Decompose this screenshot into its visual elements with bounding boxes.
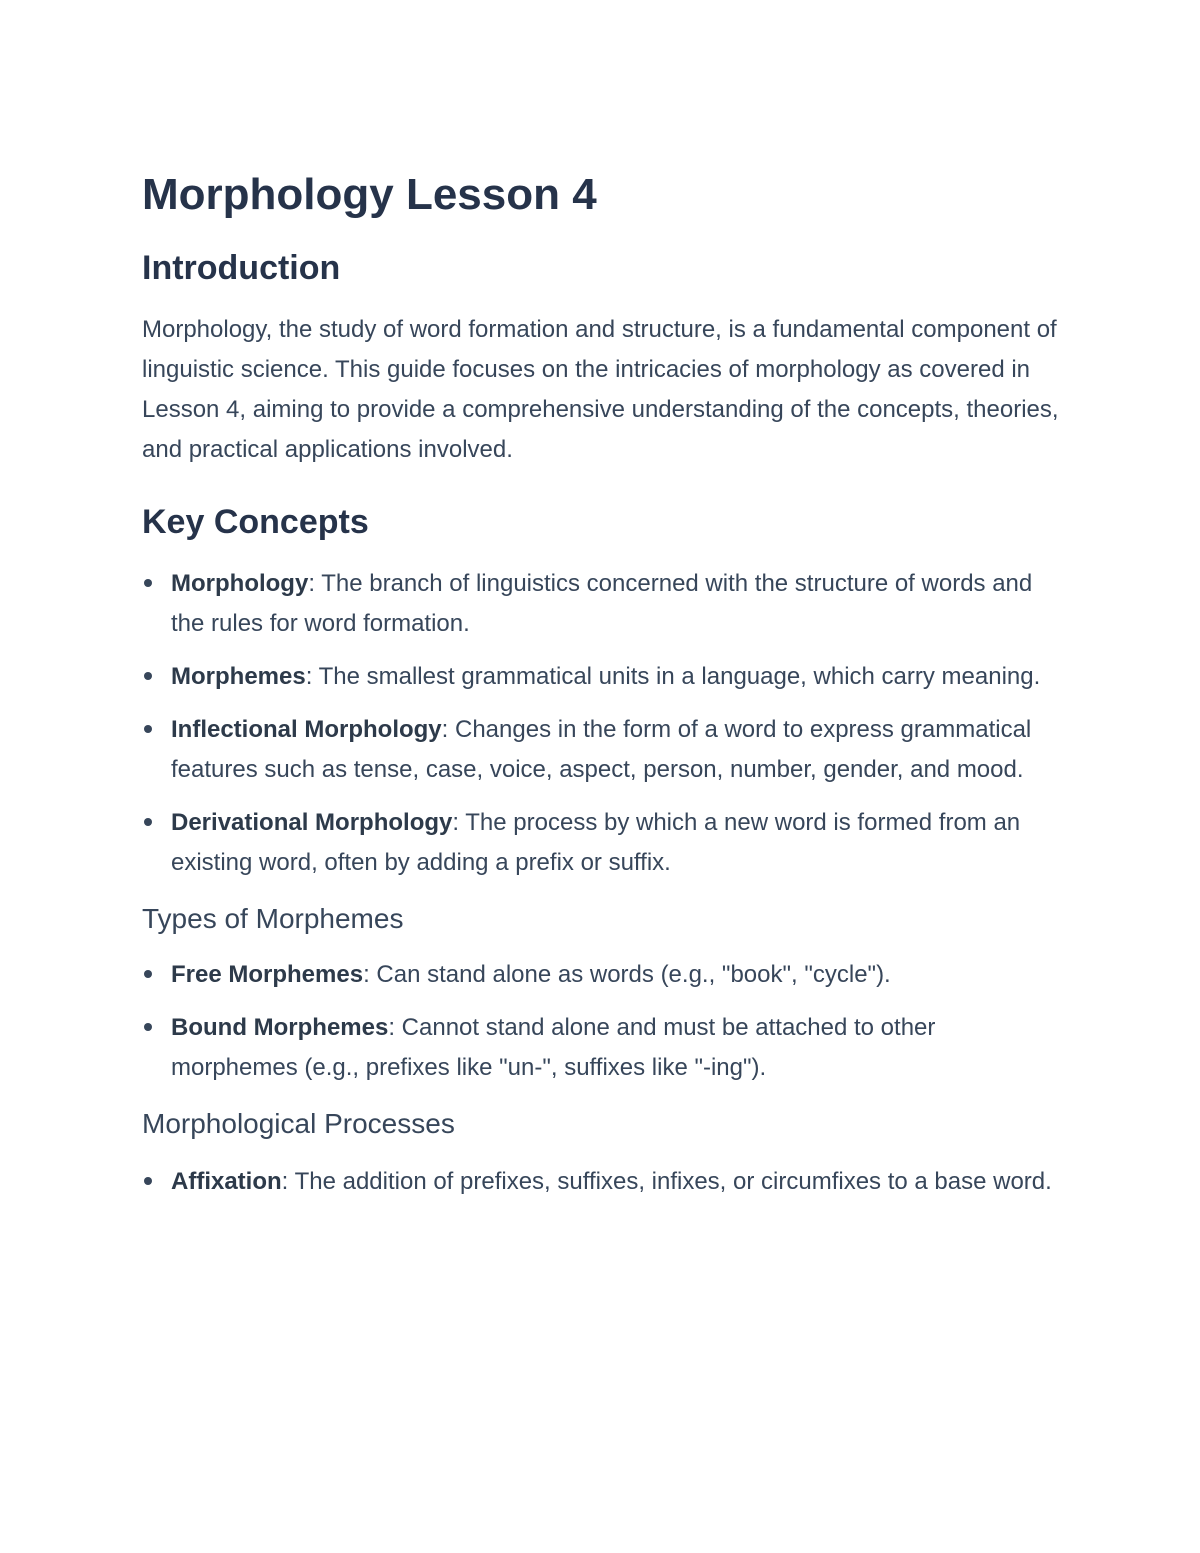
term-label: Morphology xyxy=(171,570,309,597)
page-title: Morphology Lesson 4 xyxy=(142,170,597,219)
types-of-morphemes-list xyxy=(142,955,1062,1088)
term-definition: : Cannot stand alone and must be attached to other morphemes (e.g., prefixes like "un-", suffixes like "-ing"). xyxy=(171,1014,936,1081)
term-definition: : The branch of linguistics concerned with the structure of words and the rules for word formation. xyxy=(171,570,1033,637)
bullet-icon xyxy=(144,1177,152,1185)
list-item xyxy=(142,657,1062,697)
term-definition: : The process by which a new word is formed from an existing word, often by adding a prefix or suffix. xyxy=(171,809,1021,876)
term-definition: : Changes in the form of a word to express grammatical features such as tense, case, voice, aspect, person, number, gender, and mood. xyxy=(171,716,1032,783)
list-item xyxy=(142,1162,1062,1202)
term-label: Free Morphemes xyxy=(171,961,364,988)
bullet-icon xyxy=(144,579,152,587)
list-item xyxy=(142,955,1062,995)
list-item xyxy=(142,1008,1062,1088)
section-heading-introduction: Introduction xyxy=(142,249,341,287)
term-label: Affixation xyxy=(171,1168,282,1195)
morphological-processes-list xyxy=(142,1162,1062,1202)
bullet-icon xyxy=(144,970,152,978)
section-heading-key-concepts: Key Concepts xyxy=(142,503,369,541)
term-definition: : The smallest grammatical units in a language, which carry meaning. xyxy=(305,663,1041,690)
term-label: Morphemes xyxy=(171,663,306,690)
introduction-paragraph: Morphology, the study of word formation and structure, is a fundamental component of linguistic science. This guide focuses on the intricacies of morphology as covered in Lesson 4, aiming to provide a comprehensive understanding of the concepts, theories, and practical applications involved. xyxy=(142,316,1059,463)
term-label: Bound Morphemes xyxy=(171,1014,389,1041)
bullet-icon xyxy=(144,1023,152,1031)
key-concepts-list xyxy=(142,564,1062,883)
list-item xyxy=(142,710,1062,790)
list-item xyxy=(142,803,1062,883)
list-item xyxy=(142,564,1062,644)
bullet-icon xyxy=(144,672,152,680)
subsection-heading-types-of-morphemes: Types of Morphemes xyxy=(142,903,404,934)
term-definition: : Can stand alone as words (e.g., "book", "cycle"). xyxy=(363,961,891,988)
bullet-icon xyxy=(144,725,152,733)
term-label: Derivational Morphology xyxy=(171,809,453,836)
term-label: Inflectional Morphology xyxy=(171,716,442,743)
document-content xyxy=(142,164,1062,1202)
term-definition: : The addition of prefixes, suffixes, infixes, or circumfixes to a base word. xyxy=(281,1168,1052,1195)
bullet-icon xyxy=(144,818,152,826)
subsection-heading-morphological-processes: Morphological Processes xyxy=(142,1108,455,1139)
